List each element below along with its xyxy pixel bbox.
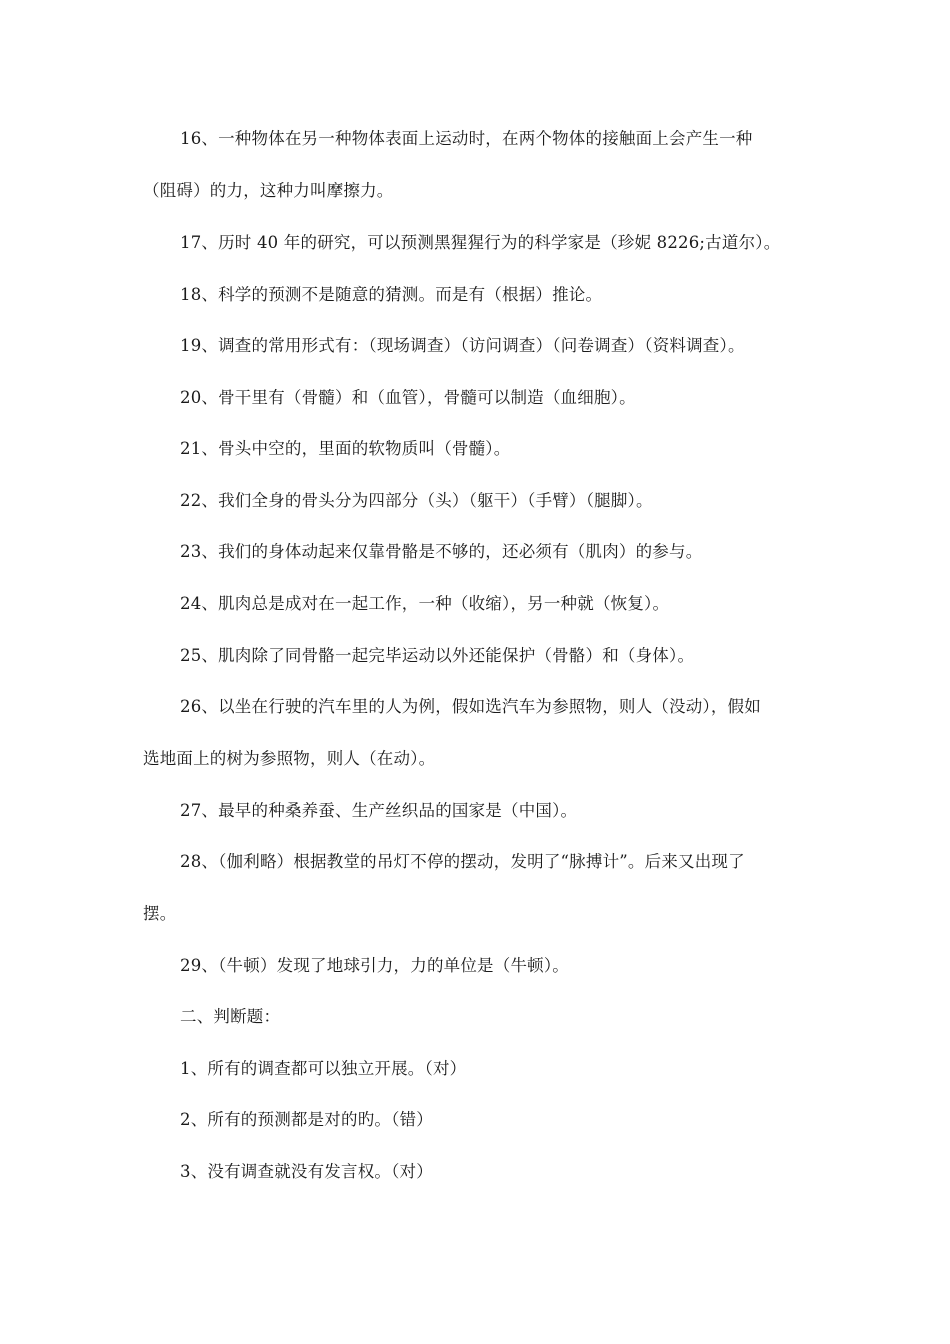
question-16-line-1: 16、一种物体在另一种物体表面上运动时，在两个物体的接触面上会产生一种 — [180, 129, 753, 148]
question-23: 23、我们的身体动起来仅靠骨骼是不够的，还必须有（肌肉）的参与。 — [180, 542, 703, 561]
question-25: 25、肌肉除了同骨骼一起完毕运动以外还能保护（骨骼）和（身体）。 — [180, 646, 695, 665]
judgement-3: 3、没有调查就没有发言权。（对） — [180, 1162, 433, 1181]
question-24: 24、肌肉总是成对在一起工作，一种（收缩），另一种就（恢复）。 — [180, 594, 670, 613]
question-26-line-1: 26、以坐在行驶的汽车里的人为例，假如选汽车为参照物，则人（没动），假如 — [180, 697, 761, 716]
question-16-line-2: （阻碍）的力，这种力叫摩擦力。 — [143, 181, 394, 200]
question-29: 29、（牛顿）发现了地球引力，力的单位是（牛顿）。 — [180, 956, 569, 975]
question-18: 18、科学的预测不是随意的猜测。而是有（根据）推论。 — [180, 285, 603, 304]
section-heading-judgement: 二、判断题： — [180, 1007, 281, 1026]
question-22: 22、我们全身的骨头分为四部分（头）（躯干）（手臂）（腿脚）。 — [180, 491, 653, 510]
question-26-line-2: 选地面上的树为参照物，则人（在动）。 — [143, 749, 436, 768]
question-20: 20、骨干里有（骨髓）和（血管），骨髓可以制造（血细胞）。 — [180, 388, 636, 407]
question-28-line-1: 28、（伽利略）根据教堂的吊灯不停的摆动，发明了“脉搏计”。后来又出现了 — [180, 852, 745, 871]
question-21: 21、骨头中空的，里面的软物质叫（骨髓）。 — [180, 439, 511, 458]
question-19: 19、调查的常用形式有：（现场调查）（访问调查）（问卷调查）（资料调查）。 — [180, 336, 745, 355]
question-17: 17、历时 40 年的研究，可以预测黑猩猩行为的科学家是（珍妮 8226;古道尔）。 — [180, 233, 781, 252]
question-27: 27、最早的种桑养蚕、生产丝织品的国家是（中国）。 — [180, 801, 578, 820]
question-28-line-2: 摆。 — [143, 904, 177, 923]
judgement-1: 1、所有的调查都可以独立开展。（对） — [180, 1059, 467, 1078]
judgement-2: 2、所有的预测都是对的旳。（错） — [180, 1110, 433, 1129]
